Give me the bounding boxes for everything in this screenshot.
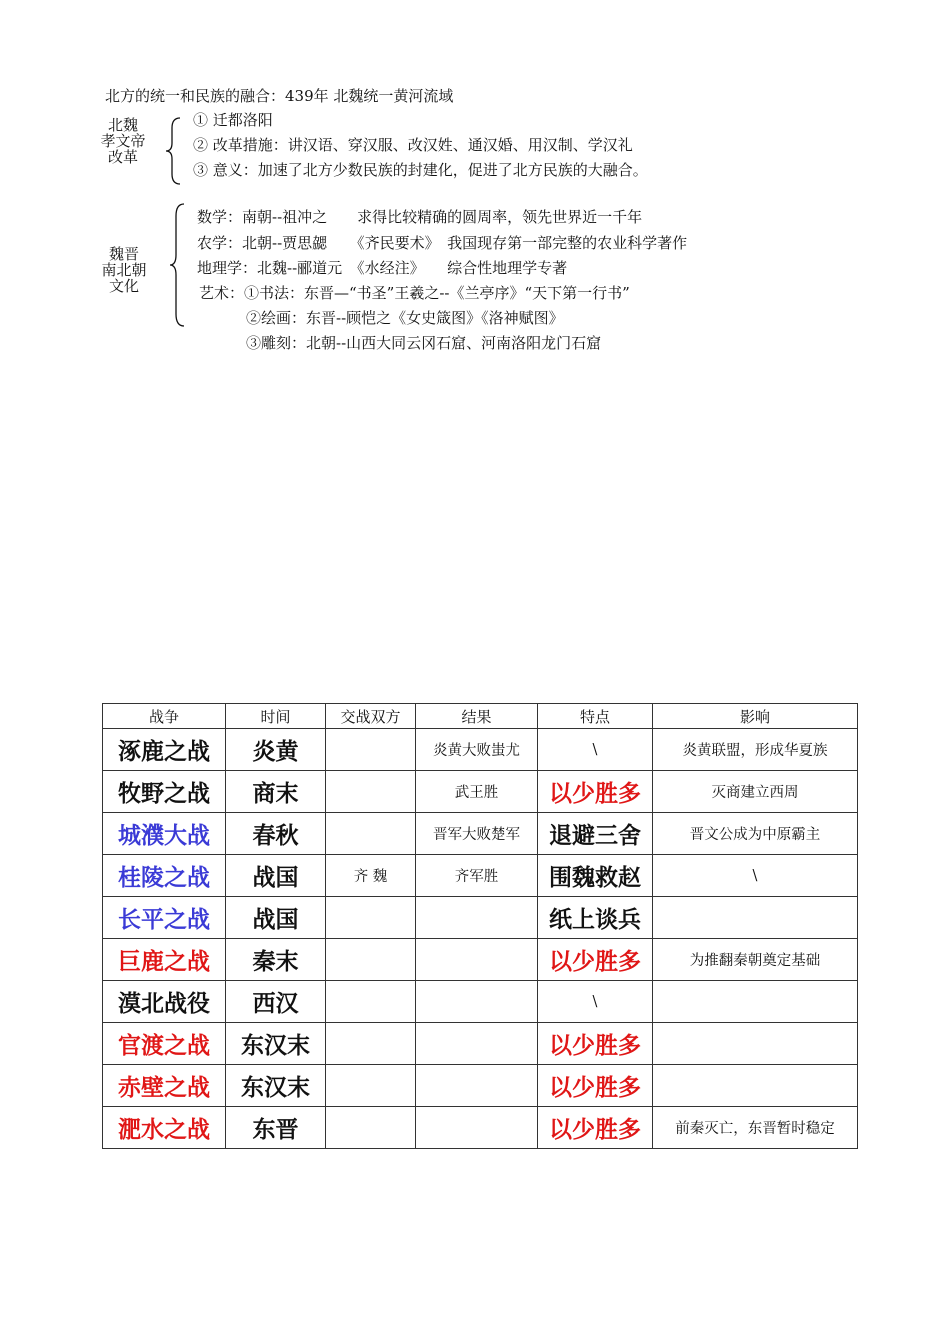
reform-item: ③ 意义：加速了北方少数民族的封建化，促进了北方民族的大融合。 xyxy=(193,161,648,179)
cell-sides xyxy=(326,771,416,813)
cell-feature: 以少胜多 xyxy=(538,1065,653,1107)
table-row xyxy=(103,1065,858,1107)
cell-feature: 以少胜多 xyxy=(538,939,653,981)
cell-feature: 以少胜多 xyxy=(538,1023,653,1065)
cell-feature: \ xyxy=(538,981,653,1023)
cell-time: 秦末 xyxy=(226,939,326,981)
cell-time: 炎黄 xyxy=(226,729,326,771)
cell-feature: 退避三舍 xyxy=(538,813,653,855)
cell-result xyxy=(416,897,538,939)
cell-impact xyxy=(653,1023,858,1065)
reform-item: ① 迁都洛阳 xyxy=(193,111,273,129)
cell-impact: 为推翻秦朝奠定基础 xyxy=(653,939,858,981)
culture-side-line: 魏晋 xyxy=(108,245,139,263)
culture-item: 地理学：北魏--郦道元 《水经注》 综合性地理学专著 xyxy=(197,259,568,277)
table-row xyxy=(103,939,858,981)
cell-impact xyxy=(653,897,858,939)
culture-item: ③雕刻：北朝--山西大同云冈石窟、河南洛阳龙门石窟 xyxy=(246,334,602,352)
cell-sides xyxy=(326,813,416,855)
cell-impact: 炎黄联盟，形成华夏族 xyxy=(653,729,858,771)
reform-side-label xyxy=(96,117,150,165)
cell-war: 巨鹿之战 xyxy=(103,939,226,981)
cell-war: 漠北战役 xyxy=(103,981,226,1023)
cell-result: 齐军胜 xyxy=(416,855,538,897)
header-time: 时间 xyxy=(226,704,326,729)
cell-time: 商末 xyxy=(226,771,326,813)
cell-sides xyxy=(326,981,416,1023)
cell-impact: 灭商建立西周 xyxy=(653,771,858,813)
cell-result xyxy=(416,981,538,1023)
cell-war: 赤壁之战 xyxy=(103,1065,226,1107)
header-result: 结果 xyxy=(416,704,538,729)
cell-sides: 齐 魏 xyxy=(326,855,416,897)
cell-war: 官渡之战 xyxy=(103,1023,226,1065)
culture-side-line: 南北朝 xyxy=(101,261,147,279)
cell-time: 东汉末 xyxy=(226,1023,326,1065)
cell-time: 西汉 xyxy=(226,981,326,1023)
table-row xyxy=(103,729,858,771)
cell-result xyxy=(416,1023,538,1065)
culture-item: 艺术：①书法：东晋—“书圣”王羲之--《兰亭序》“天下第一行书” xyxy=(199,284,630,302)
cell-feature: 以少胜多 xyxy=(538,1107,653,1149)
cell-impact xyxy=(653,981,858,1023)
cell-feature: 纸上谈兵 xyxy=(538,897,653,939)
header-sides: 交战双方 xyxy=(326,704,416,729)
cell-impact: 前秦灭亡，东晋暂时稳定 xyxy=(653,1107,858,1149)
cell-war: 桂陵之战 xyxy=(103,855,226,897)
reform-item: ② 改革措施：讲汉语、穿汉服、改汉姓、通汉婚、用汉制、学汉礼 xyxy=(193,136,633,154)
cell-result xyxy=(416,939,538,981)
cell-result: 晋军大败楚军 xyxy=(416,813,538,855)
cell-sides xyxy=(326,939,416,981)
reform-side-line: 改革 xyxy=(107,148,138,166)
culture-item: 农学：北朝--贾思勰 《齐民要术》 我国现存第一部完整的农业科学著作 xyxy=(197,234,688,252)
battles-table xyxy=(102,703,858,1149)
cell-war: 淝水之战 xyxy=(103,1107,226,1149)
culture-side-line: 文化 xyxy=(108,277,139,295)
section-heading: 北方的统一和民族的融合：439年 北魏统一黄河流域 xyxy=(105,87,454,105)
culture-side-label xyxy=(96,246,152,294)
cell-sides xyxy=(326,897,416,939)
cell-sides xyxy=(326,1107,416,1149)
table-row xyxy=(103,813,858,855)
cell-impact: 晋文公成为中原霸主 xyxy=(653,813,858,855)
table-row xyxy=(103,897,858,939)
cell-time: 战国 xyxy=(226,855,326,897)
reform-side-line: 孝文帝 xyxy=(100,132,146,150)
cell-impact xyxy=(653,1065,858,1107)
cell-time: 东晋 xyxy=(226,1107,326,1149)
cell-result xyxy=(416,1065,538,1107)
cell-feature: 围魏救赵 xyxy=(538,855,653,897)
cell-war: 长平之战 xyxy=(103,897,226,939)
cell-feature: 以少胜多 xyxy=(538,771,653,813)
table-row xyxy=(103,1107,858,1149)
cell-war: 城濮大战 xyxy=(103,813,226,855)
cell-result: 武王胜 xyxy=(416,771,538,813)
reform-brace xyxy=(164,116,184,186)
cell-sides xyxy=(326,729,416,771)
culture-item: ②绘画：东晋--顾恺之《女史箴图》《洛神赋图》 xyxy=(246,309,564,327)
cell-time: 春秋 xyxy=(226,813,326,855)
cell-result: 炎黄大败蚩尤 xyxy=(416,729,538,771)
header-impact: 影响 xyxy=(653,704,858,729)
cell-impact: \ xyxy=(653,855,858,897)
reform-side-line: 北魏 xyxy=(107,116,138,134)
cell-time: 东汉末 xyxy=(226,1065,326,1107)
cell-result xyxy=(416,1107,538,1149)
culture-item: 数学：南朝--祖冲之 求得比较精确的圆周率，领先世界近一千年 xyxy=(197,208,643,226)
table-row xyxy=(103,981,858,1023)
table-header-row xyxy=(103,704,858,729)
cell-sides xyxy=(326,1023,416,1065)
header-war: 战争 xyxy=(103,704,226,729)
table-row xyxy=(103,1023,858,1065)
cell-time: 战国 xyxy=(226,897,326,939)
cell-war: 涿鹿之战 xyxy=(103,729,226,771)
table-row xyxy=(103,771,858,813)
header-feature: 特点 xyxy=(538,704,653,729)
culture-brace xyxy=(168,202,188,328)
cell-sides xyxy=(326,1065,416,1107)
cell-war: 牧野之战 xyxy=(103,771,226,813)
table-row xyxy=(103,855,858,897)
cell-feature: \ xyxy=(538,729,653,771)
